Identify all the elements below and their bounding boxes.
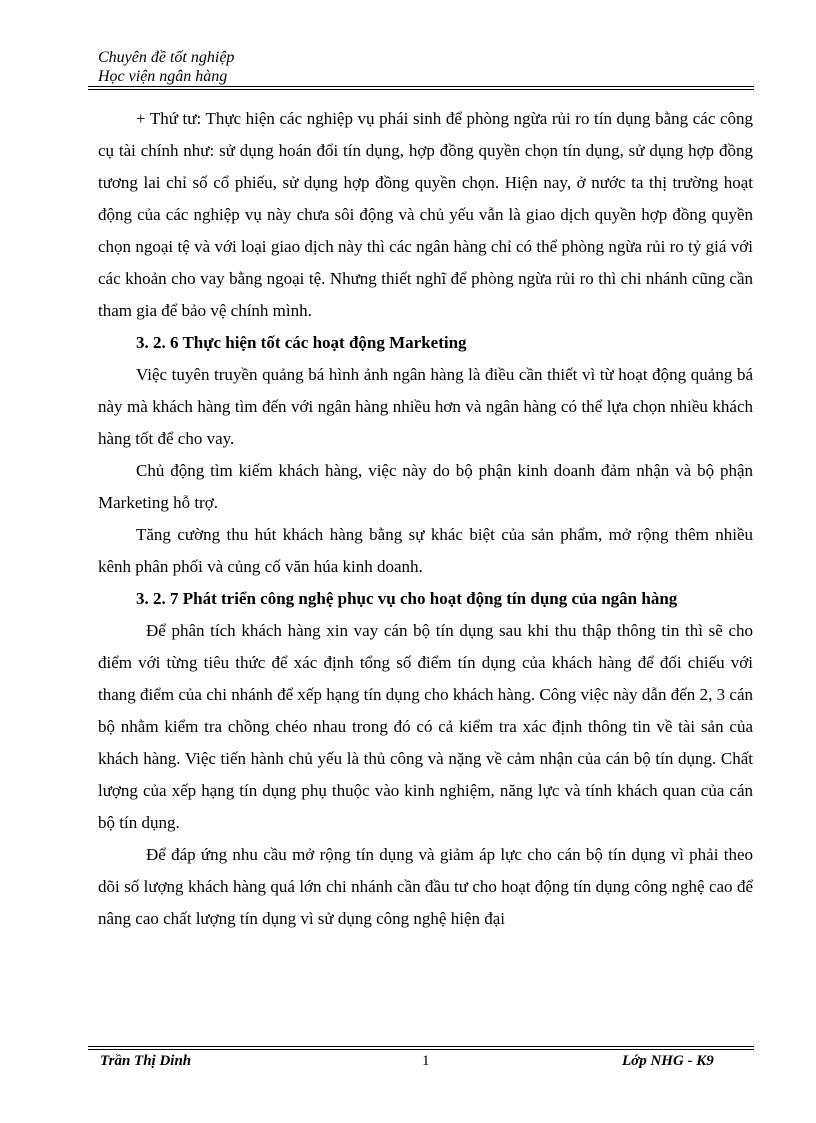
document-body	[98, 103, 753, 935]
section-heading-3-2-7: 3. 2. 7 Phát triển công nghệ phục vụ cho hoạt động tín dụng của ngân hàng	[136, 589, 678, 608]
footer-rule-top	[88, 1046, 754, 1047]
page-header	[98, 48, 753, 86]
section-heading-3-2-6: 3. 2. 6 Thực hiện tốt các hoạt động Marketing	[136, 333, 467, 352]
paragraph-derivatives: + Thứ tư: Thực hiện các nghiệp vụ phái sinh để phòng ngừa rủi ro tín dụng bằng các công cụ tài chính như: sử dụng hoán đổi tín dụng, hợp đồng quyền chọn tín dụng, sử dụng hợp đồng tương lai chỉ số cổ phiếu, sử dụng hợp đồng quyền chọn. Hiện nay, ở nước ta thị trường hoạt động của các nghiệp vụ này chưa sôi động và chủ yếu vẫn là giao dịch quyền hợp đồng quyền chọn ngoại tệ và với loại giao dịch này thì các ngân hàng chỉ có thể phòng ngừa rủi ro tỷ giá với các khoản cho vay bằng ngoại tệ. Nhưng thiết nghĩ để phòng ngừa rủi ro thì chi nhánh cũng cần tham gia để bảo vệ chính mình.	[98, 109, 753, 320]
paragraph-customer-attraction: Tăng cường thu hút khách hàng bằng sự khác biệt của sản phẩm, mở rộng thêm nhiều kênh phân phối và củng cố văn húa kinh doanh.	[98, 525, 753, 576]
footer-rule-bottom	[88, 1049, 754, 1050]
page-footer	[100, 1053, 766, 1075]
header-title: Chuyên đề tốt nghiệp	[98, 49, 235, 66]
header-subtitle: Học viện ngân hàng	[98, 68, 228, 85]
paragraph-customer-search: Chủ động tìm kiếm khách hàng, việc này do bộ phận kinh doanh đảm nhận và bộ phận Marketing hỗ trợ.	[98, 461, 753, 512]
header-rule-top	[88, 86, 754, 87]
paragraph-technology-investment: Để đáp ứng nhu cầu mở rộng tín dụng và giảm áp lực cho cán bộ tín dụng vì phải theo dõi số lượng khách hàng quá lớn chi nhánh cần đầu tư cho hoạt động tín dụng công nghệ cao để nâng cao chất lượng tín dụng vì sử dụng công nghệ hiện đại	[98, 845, 753, 928]
paragraph-credit-scoring: Để phân tích khách hàng xin vay cán bộ tín dụng sau khi thu thập thông tin thì sẽ cho điểm với từng tiêu thức để xác định tổng số điểm tín dụng của khách hàng để đối chiếu với thang điểm của chi nhánh để xếp hạng tín dụng cho khách hàng. Công việc này dẫn đến 2, 3 cán bộ nhằm kiểm tra chồng chéo nhau trong đó có cả kiểm tra xác định thông tin về tài sản của khách hàng. Việc tiến hành chủ yếu là thủ công và nặng về cảm nhận của cán bộ tín dụng. Chất lượng của xếp hạng tín dụng phụ thuộc vào kinh nghiệm, năng lực và tính khách quan của cán bộ tín dụng.	[98, 621, 753, 832]
paragraph-marketing-promotion: Việc tuyên truyền quảng bá hình ảnh ngân hàng là điều cần thiết vì từ hoạt động quảng bá này mà khách hàng tìm đến với ngân hàng nhiều hơn và ngân hàng có thể lựa chọn nhiều khách hàng tốt để cho vay.	[98, 365, 753, 448]
page-number: 1	[422, 1053, 430, 1069]
footer-class: Lớp NHG - K9	[622, 1053, 714, 1069]
footer-author: Trần Thị Dinh	[100, 1053, 192, 1069]
header-rule-bottom	[88, 89, 754, 90]
